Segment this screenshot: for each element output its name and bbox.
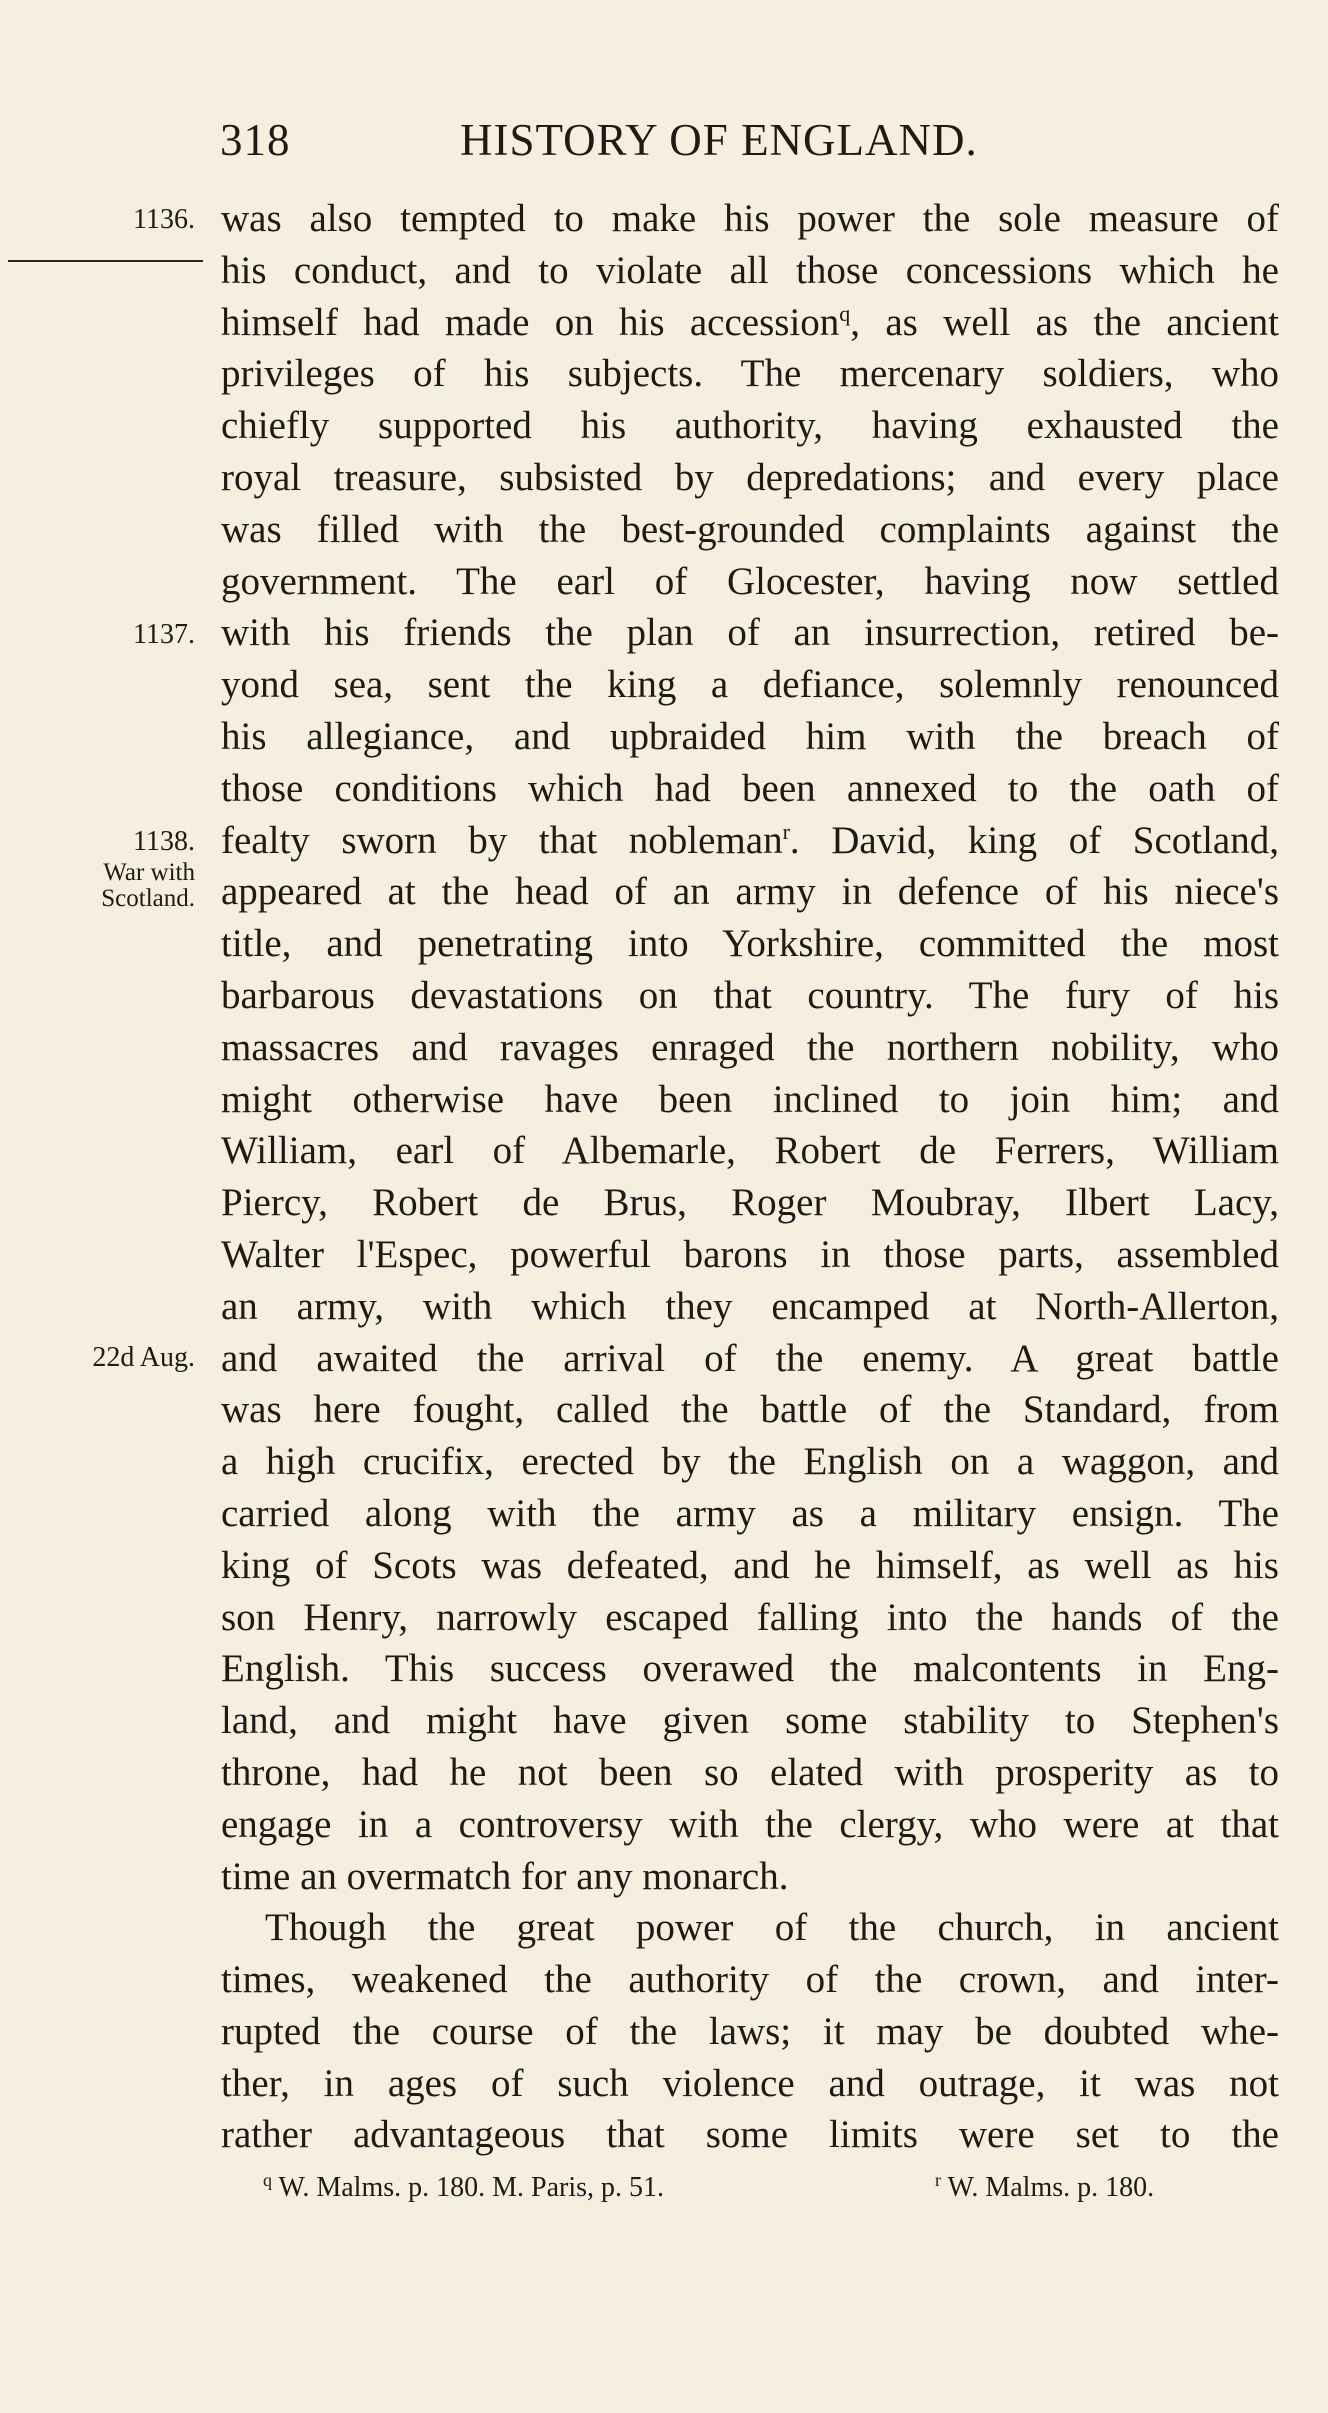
footnote-ref-q[interactable]: q [839, 300, 851, 326]
text-line-with-ref-q [221, 297, 1279, 349]
footnote-r [935, 2170, 1154, 2206]
text-line: and awaited the arrival of the enemy. A great battle [221, 1336, 1279, 1380]
text-line: rupted the course of the laws; it may be doubted whe- [221, 2009, 1279, 2053]
margin-rule [8, 260, 203, 262]
text-line: royal treasure, subsisted by depredations; and every place [221, 455, 1279, 499]
body-text [221, 193, 1279, 2161]
footnote-q [263, 2170, 664, 2206]
text-line: throne, had he not been so elated with prosperity as to [221, 1750, 1279, 1794]
footnote-text-q: W. Malms. p. 180. M. Paris, p. 51. [272, 2172, 665, 2203]
text-line: Piercy, Robert de Brus, Roger Moubray, Ilbert Lacy, [221, 1181, 1279, 1225]
text-line: carried along with the army as a military ensign. The [221, 1491, 1279, 1535]
text-span: . David, king of Scotland, [789, 818, 1279, 862]
text-line: yond sea, sent the king a defiance, solemnly renounced [221, 663, 1279, 707]
text-line: was filled with the best-grounded complaints against the [221, 507, 1279, 551]
page-number: 318 [220, 115, 291, 165]
text-line: king of Scots was defeated, and he himself, as well as his [221, 1543, 1279, 1587]
text-line: with his friends the plan of an insurrection, retired be- [221, 611, 1279, 655]
margin-date-22d-aug: 22d Aug. [92, 1342, 195, 1373]
margin-note-scotland: Scotland. [101, 885, 195, 912]
text-line: was also tempted to make his power the sole measure of [221, 197, 1279, 240]
text-line: rather advantageous that some limits were set to the [221, 2113, 1279, 2157]
margin-notes [0, 0, 200, 2413]
text-line-paragraph-start: Though the great power of the church, in ancient [265, 1906, 1279, 1950]
text-line: might otherwise have been inclined to join him; and [221, 1077, 1279, 1121]
text-line: title, and penetrating into Yorkshire, committed the most [221, 922, 1279, 966]
text-line-paragraph-end: time an overmatch for any monarch. [221, 1854, 789, 1898]
text-line: his conduct, and to violate all those concessions which he [221, 248, 1279, 292]
text-span: , as well as the ancient [850, 300, 1279, 344]
footnote-ref-r[interactable]: r [782, 818, 790, 844]
text-line: his allegiance, and upbraided him with the breach of [221, 714, 1279, 758]
text-line: an army, with which they encamped at North-Allerton, [221, 1284, 1279, 1328]
text-span: fealty sworn by that nobleman [221, 818, 783, 862]
text-line: son Henry, narrowly escaped falling into the hands of the [221, 1595, 1279, 1639]
text-line: was here fought, called the battle of the Standard, from [221, 1388, 1279, 1432]
text-line: privileges of his subjects. The mercenary soldiers, who [221, 352, 1279, 396]
text-line: barbarous devastations on that country. The fury of his [221, 973, 1279, 1017]
text-line: William, earl of Albemarle, Robert de Ferrers, William [221, 1129, 1279, 1173]
text-line: chiefly supported his authority, having exhausted the [221, 404, 1279, 448]
text-line: Walter l'Espec, powerful barons in those parts, assembled [221, 1232, 1279, 1276]
text-span: himself had made on his accession [221, 300, 840, 344]
text-line: land, and might have given some stability to Stephen's [221, 1699, 1279, 1743]
text-line: those conditions which had been annexed to the oath of [221, 766, 1279, 810]
footnote-text-r: W. Malms. p. 180. [941, 2172, 1155, 2203]
margin-note-war-with: War with [103, 859, 195, 886]
running-title: HISTORY OF ENGLAND. [460, 115, 978, 165]
text-line: massacres and ravages enraged the northern nobility, who [221, 1025, 1279, 1069]
text-line: times, weakened the authority of the crown, and inter- [221, 1958, 1279, 2002]
text-line: engage in a controversy with the clergy, who were at that [221, 1802, 1279, 1846]
margin-year-1138: 1138. [133, 826, 195, 857]
text-line: English. This success overawed the malcontents in Eng- [221, 1647, 1279, 1691]
text-line: government. The earl of Glocester, having now settled [221, 559, 1279, 603]
footnote-mark-q: q [263, 2170, 272, 2190]
text-line: appeared at the head of an army in defence of his niece's [221, 870, 1279, 914]
margin-year-1137: 1137. [133, 619, 195, 650]
margin-year-1136: 1136. [133, 204, 195, 235]
text-line: ther, in ages of such violence and outrage, it was not [221, 2061, 1279, 2105]
footnote-mark-r: r [935, 2170, 941, 2190]
text-line-with-ref-r [221, 815, 1279, 867]
text-line: a high crucifix, erected by the English on a waggon, and [221, 1440, 1279, 1484]
